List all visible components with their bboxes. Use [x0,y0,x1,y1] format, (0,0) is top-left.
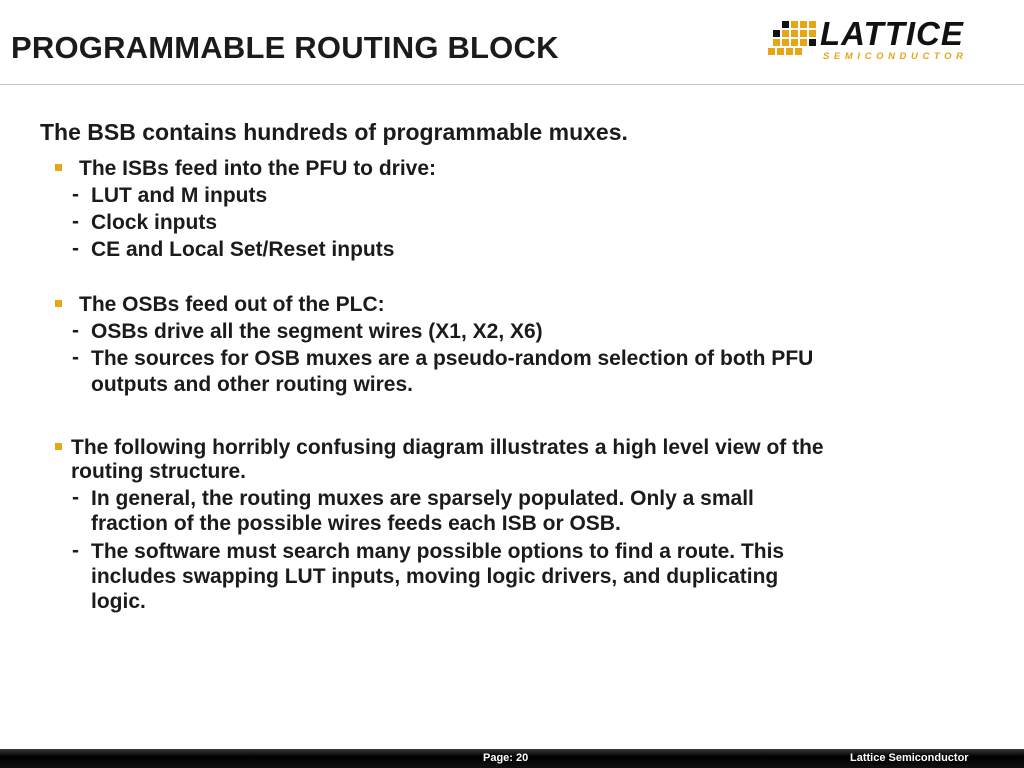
dash-icon: - [72,237,79,260]
list-item: LUT and M inputs [91,184,268,207]
lead-text: The BSB contains hundreds of programmable muxes. [40,119,628,145]
list-item: Clock inputs [91,211,218,234]
bullet-isb: The ISBs feed into the PFU to drive: [79,157,437,180]
bullet-square-icon [55,164,62,171]
bullet-square-icon [55,300,62,307]
footer-bar [0,749,1024,768]
page-title: PROGRAMMABLE ROUTING BLOCK [11,30,559,65]
bullet-diagram-continuation: routing structure. [71,460,247,483]
bullet-osb: The OSBs feed out of the PLC: [79,293,385,316]
list-item: In general, the routing muxes are sparsely populated. Only a small [91,487,754,510]
dash-icon: - [72,210,79,233]
dash-icon: - [72,346,79,369]
list-item: The sources for OSB muxes are a pseudo-random selection of both PFU [91,347,814,370]
header-divider [0,84,1024,85]
dash-icon: - [72,319,79,342]
page-number: Page: 20 [483,752,529,764]
logo-wordmark: LATTICE [820,15,964,52]
logo-subtitle: SEMICONDUCTOR [823,51,968,62]
list-item: CE and Local Set/Reset inputs [91,238,395,261]
bullet-diagram: The following horribly confusing diagram illustrates a high level view of the [71,436,824,459]
list-item: OSBs drive all the segment wires (X1, X2, X6) [91,320,543,343]
lattice-logo [767,15,999,65]
dash-icon: - [72,486,79,509]
dash-icon: - [72,183,79,206]
bullet-square-icon [55,443,62,450]
list-item-continuation: includes swapping LUT inputs, moving logic drivers, and duplicating [91,565,779,588]
list-item-continuation: fraction of the possible wires feeds each ISB or OSB. [91,512,621,535]
list-item-continuation: logic. [91,590,146,613]
list-item: The software must search many possible options to find a route. This [91,540,785,563]
dash-icon: - [72,539,79,562]
logo-grid-icon [767,19,819,63]
list-item-continuation: outputs and other routing wires. [91,373,413,396]
footer-company: Lattice Semiconductor [850,752,969,764]
